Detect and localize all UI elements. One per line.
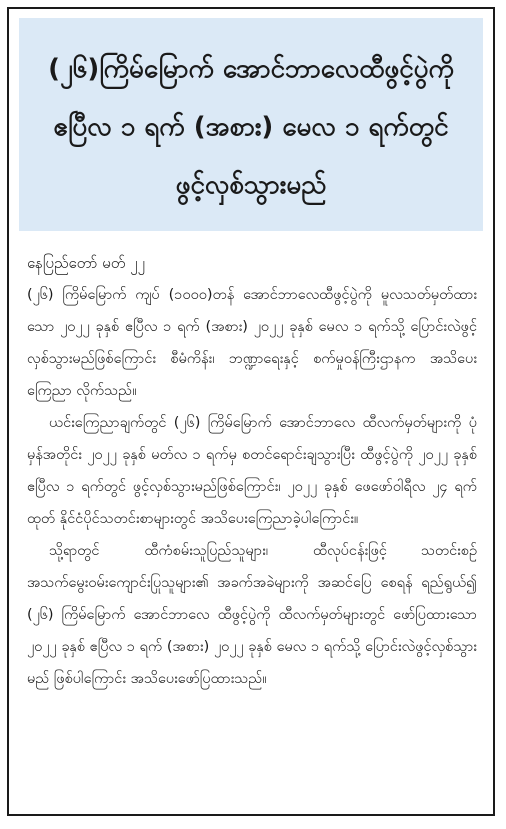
- article-body: [9, 231, 493, 695]
- byline: သတင်းစဉ်: [420, 543, 477, 559]
- headline-box: [19, 18, 483, 231]
- headline-line-1: (၂၆)ကြိမ်မြောက် အောင်ဘာလေထီဖွင့်ပွဲကို: [48, 54, 454, 84]
- headline-line-2: ဧပြီလ ၁ ရက် (အစား) မေလ ၁ ရက်တွင်: [53, 112, 449, 142]
- dateline: နေပြည်တော် မတ် ၂၂: [27, 254, 145, 272]
- paragraph-1: (၂၆) ကြိမ်မြောက် ကျပ် (၁၀၀၀)တန် အောင်ဘာလေထီဖွင့်ပွဲကို မူလသတ်မှတ်ထားသော ၂၀၂၂ ခုနှစ် ဧပြီလ ၁ ရက် (အစား) ၂၀၂၂ ခုနှစ် မေလ ၁ ရက်သို့ ပြောင်းလဲဖွင့်လှစ်သွားမည်ဖြစ်ကြောင်း စီမံကိန်း၊ ဘဏ္ဍာရေးနှင့် စက်မှုဝန်ကြီးဌာနက အသိပေးကြေညာ လိုက်သည်။: [27, 287, 477, 399]
- paragraph-3-text: သို့ရာတွင် ထီကံစမ်းသူပြည်သူများ၊ ထီလုပ်ငန်းဖြင့် အသက်မွေးဝမ်းကျောင်းပြုသူများ၏ အခက်အခဲများကို အဆင်ပြေ စေရန် ရည်ရွယ်၍ (၂၆) ကြိမ်မြောက် အောင်ဘာလေ ထီဖွင့်ပွဲကို ထီလက်မှတ်များတွင် ဖော်ပြထားသော ၂၀၂၂ ခုနှစ် ဧပြီလ ၁ ရက် (အစား) ၂၀၂၂ ခုနှစ် မေလ ၁ ရက်သို့ ပြောင်းလဲဖွင့်လှစ်သွားမည် ဖြစ်ပါကြောင်း အသိပေးဖော်ပြထားသည်။: [27, 543, 477, 687]
- paragraph-3: [27, 535, 477, 695]
- news-article-frame: [7, 7, 495, 816]
- paragraph-2: ယင်းကြေညာချက်တွင် (၂၆) ကြိမ်မြောက် အောင်ဘာလေ ထီလက်မှတ်များကို ပုံမှန်အတိုင်း ၂၀၂၂ ခုနှစ် မတ်လ ၁ ရက်မှ စတင်ရောင်းချသွားပြီး ထီဖွင့်ပွဲကို ၂၀၂၂ ခုနှစ် ဧပြီလ ၁ ရက်တွင် ဖွင့်လှစ်သွားမည်ဖြစ်ကြောင်း၊ ၂၀၂၂ ခုနှစ် ဖေဖော်ဝါရီလ ၂၄ ရက် ထုတ် နိုင်ငံပိုင်သတင်းစာများတွင် အသိပေးကြေညာခဲ့ပါကြောင်း။: [27, 415, 477, 527]
- headline-line-3: ဖွင့်လှစ်သွားမည်: [175, 170, 327, 200]
